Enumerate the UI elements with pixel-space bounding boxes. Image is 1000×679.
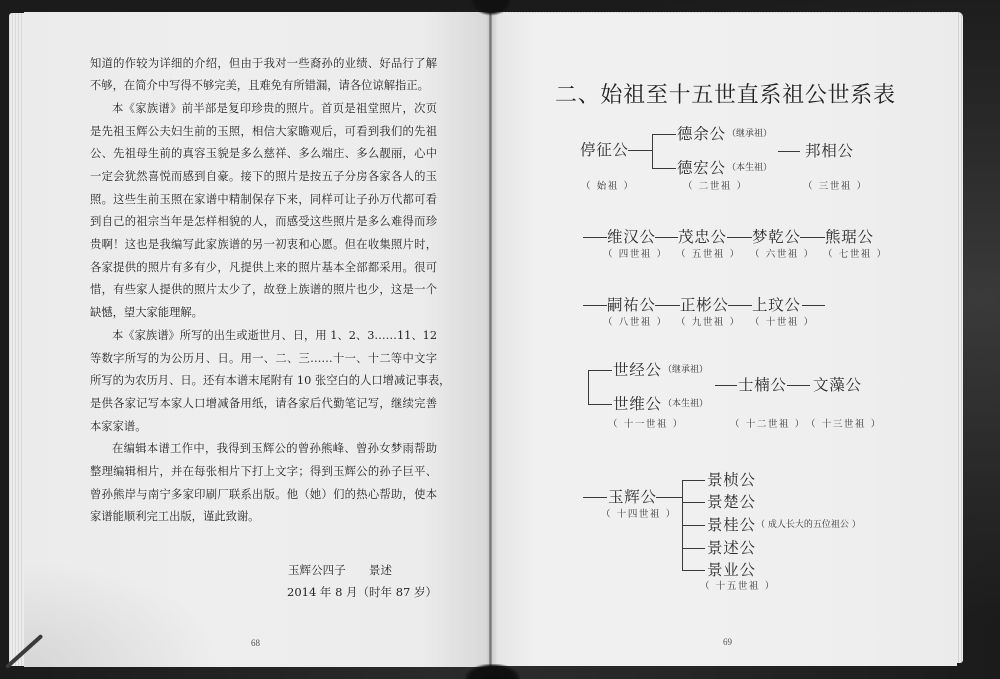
generation-label: （ 五世祖 ）: [676, 249, 741, 260]
connector-line: [656, 497, 682, 498]
connector-line: [728, 305, 752, 306]
branch-bracket: [588, 370, 589, 405]
connector-line: [655, 237, 678, 238]
text-line: 公、先祖母生前的真容玉貌是多么慈祥、多么端庄、多么靓丽，心中: [90, 147, 437, 161]
ancestor-gen8: 嗣祐公: [607, 296, 655, 314]
ancestor-note: （继承祖）: [663, 365, 709, 375]
ancestor-note: （本生祖）: [663, 399, 709, 409]
signature-author: 玉辉公四子 景述: [288, 563, 392, 577]
spine-shadow-top: [470, 0, 512, 16]
text-line: 在编辑本谱工作中，我得到玉辉公的曾孙熊峰、曾孙女梦雨帮助: [112, 442, 437, 456]
ancestor-gen13: 文藻公: [813, 376, 861, 394]
connector-line: [802, 305, 825, 306]
ancestor-gen5: 茂忠公: [678, 228, 726, 246]
connector-line: [778, 151, 800, 152]
connector-line: [583, 305, 607, 306]
generation-label: （ 四世祖 ）: [603, 249, 668, 260]
preface-text: [90, 53, 451, 529]
connector-line: [682, 525, 705, 526]
ancestor-gen15: 景桢公: [707, 471, 755, 489]
connector-line: [583, 237, 607, 238]
text-line: 不够，在简介中写得不够完美，且难免有所错漏，请各位谅解指正。: [90, 79, 429, 93]
generation-label: （ 六世祖 ）: [750, 249, 815, 260]
connector-line: [800, 237, 825, 238]
ancestor-gen14: 玉辉公: [608, 488, 656, 506]
ancestor-gen1: 停征公: [580, 141, 628, 159]
ancestor-gen10: 上玟公: [752, 296, 800, 314]
page-number-right: 69: [723, 637, 732, 647]
generation-label: （ 十一世祖 ）: [608, 419, 684, 430]
connector-line: [682, 480, 705, 481]
text-line: 各家提供的照片有多有少，凡提供上来的照片基本全部都采用。很可: [90, 260, 437, 274]
ancestor-gen15: 景述公: [707, 539, 755, 557]
branch-bracket: [652, 134, 653, 169]
generation-label: （ 十世祖 ）: [750, 317, 815, 328]
connector-line: [682, 548, 705, 549]
text-line: 本家家谱。: [90, 419, 147, 433]
text-line: 一定会犹然喜悦而感到自豪。接下的照片是按五子分房各家各人的玉: [90, 170, 437, 184]
text-line: 贵啊！这也是我编写此家族谱的另一初衷和心愿。但在收集照片时，: [90, 238, 437, 252]
generation-label: （ 十二世祖 ）: [730, 419, 806, 430]
ancestor-gen15: 景桂公: [707, 516, 755, 534]
generation-label: （ 三世祖 ）: [803, 181, 868, 192]
generation-label: （ 八世祖 ）: [603, 317, 668, 328]
text-line: 所写的为农历月、日。还有本谱末尾附有 10 张空白的人口增减记事表，: [90, 374, 451, 388]
ancestor-note: （本生祖）: [727, 163, 773, 173]
text-line: 家谱能顺利完工出版，谨此致谢。: [90, 510, 260, 524]
text-line: 本《家族谱》所写的出生或逝世月、日，用 1、2、3……11、12: [112, 328, 438, 342]
ancestor-gen11-b: 世维公: [613, 395, 661, 413]
text-line: 是供各家记写本家人口增减备用纸，请各家后代勤笔记写，继续完善: [90, 396, 437, 410]
text-line: 是先祖玉辉公夫妇生前的玉照，相信大家瞻观后，可看到我们的先祖: [90, 124, 437, 138]
ancestor-note: （ 成人长大的五位祖公 ）: [756, 520, 861, 530]
connector-line: [682, 502, 705, 503]
page-number-left: 68: [251, 638, 260, 648]
ancestor-gen2-b: 德宏公: [677, 159, 725, 177]
ancestor-gen9: 正彬公: [680, 296, 728, 314]
generation-label: （ 二世祖 ）: [683, 181, 748, 192]
text-line: 照。这些生前玉照在家谱中精制保存下来，同样可让子孙万代都可看: [90, 192, 437, 206]
generation-label: （ 十四世祖 ）: [601, 509, 677, 520]
page-curl-shadow: [24, 560, 224, 667]
generation-label: （ 十三世祖 ）: [806, 419, 882, 430]
ancestor-gen11-a: 世经公: [613, 361, 661, 379]
text-line: 本《家族谱》前半部是复印珍贵的照片。首页是祖堂照片，次页: [112, 101, 437, 115]
connector-line: [583, 497, 607, 498]
book-spine: [489, 10, 492, 670]
page-title: 二、始祖至十五世直系祖公世系表: [555, 83, 895, 108]
connector-line: [787, 385, 810, 386]
generation-label: （ 七世祖 ）: [823, 249, 888, 260]
ancestor-gen3: 邦相公: [805, 142, 853, 160]
text-line: 缺憾，望大家能理解。: [90, 306, 203, 320]
ancestor-gen6: 梦乾公: [752, 228, 800, 246]
ancestor-gen7: 熊琚公: [825, 228, 873, 246]
text-line: 惜，有些家人提供的照片太少了，故登上族谱的照片也少，这是一个: [90, 283, 437, 297]
text-line: 整理编辑相片，并在每张相片下打上文字；得到玉辉公的孙子巨平、: [90, 464, 437, 478]
connector-line: [628, 150, 652, 151]
connector-line: [715, 385, 737, 386]
connector-line: [652, 168, 676, 169]
text-line: 到自己的祖宗当年是怎样相貌的人，而感受这些照片是多么难得而珍: [90, 215, 437, 229]
generation-label: （ 始祖 ）: [581, 181, 635, 192]
ancestor-gen2-a: 德余公: [677, 125, 725, 143]
connector-line: [588, 370, 612, 371]
connector-line: [727, 237, 752, 238]
generation-label: （ 十五世祖 ）: [700, 581, 776, 592]
connector-line: [652, 134, 676, 135]
ancestor-gen15: 景业公: [707, 561, 755, 579]
text-line: 曾孙熊岸与南宁多家印刷厂联系出版。他（她）们的热心帮助，使本: [90, 487, 437, 501]
connector-line: [682, 570, 705, 571]
connector-line: [588, 404, 612, 405]
signature-date: 2014 年 8 月（时年 87 岁）: [287, 585, 437, 599]
connector-line: [655, 305, 680, 306]
generation-label: （ 九世祖 ）: [676, 317, 741, 328]
text-line: 等数字所写的为公历月、日。用一、二、三……十一、十二等中文字: [90, 351, 437, 365]
spine-shadow-bottom: [465, 664, 520, 679]
ancestor-gen4: 维汉公: [607, 228, 655, 246]
ancestor-gen15: 景楚公: [707, 493, 755, 511]
ancestor-note: （继承祖）: [727, 129, 773, 139]
text-line: 知道的作较为详细的介绍，但由于我对一些裔孙的业绩、好品行了解: [90, 56, 437, 70]
ancestor-gen12: 士楠公: [738, 376, 786, 394]
